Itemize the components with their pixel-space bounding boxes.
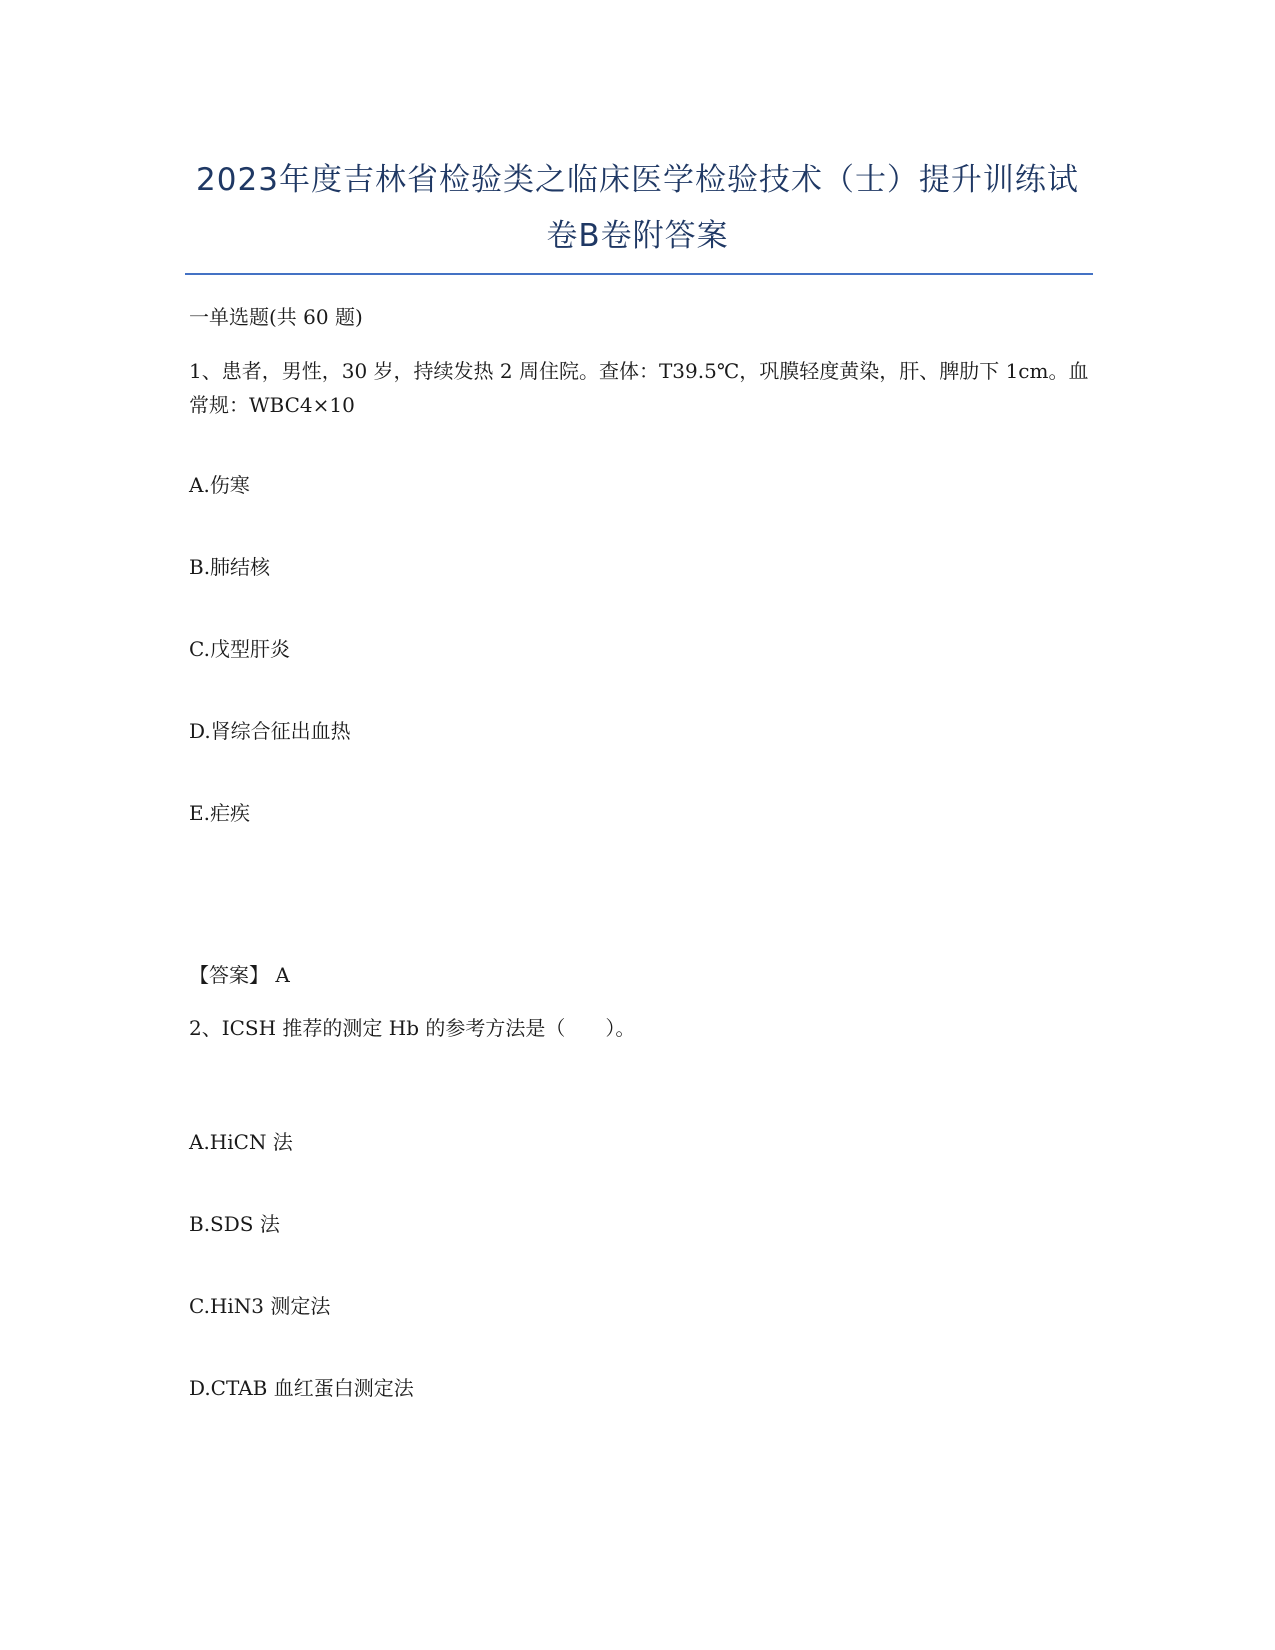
question-1-option-c: C.戊型肝炎 — [189, 637, 290, 661]
question-1-answer: 【答案】 A — [189, 963, 290, 987]
question-2-stem: 2、ICSH 推荐的测定 Hb 的参考方法是（ ）。 — [189, 1016, 636, 1040]
question-1-option-b: B.肺结核 — [189, 555, 271, 579]
question-2-option-b: B.SDS 法 — [189, 1212, 280, 1236]
question-1-stem: 1、患者，男性，30 岁，持续发热 2 周住院。查体：T39.5℃，巩膜轻度黄染，肝、脾肋下 1cm。血常规：WBC4×10 — [189, 359, 1089, 417]
section-heading: 一单选题(共 60 题) — [189, 305, 363, 329]
question-1-option-e: E.疟疾 — [189, 801, 250, 825]
document-title: 2023年度吉林省检验类之临床医学检验技术（士）提升训练试卷B卷附答案 — [196, 162, 1079, 254]
question-2-option-a: A.HiCN 法 — [189, 1130, 293, 1154]
question-2-option-c: C.HiN3 测定法 — [189, 1294, 331, 1318]
title-underline — [185, 273, 1093, 275]
question-1-option-a: A.伤寒 — [189, 473, 250, 497]
question-2-option-d: D.CTAB 血红蛋白测定法 — [189, 1376, 414, 1400]
question-1-option-d: D.肾综合征出血热 — [189, 719, 351, 743]
